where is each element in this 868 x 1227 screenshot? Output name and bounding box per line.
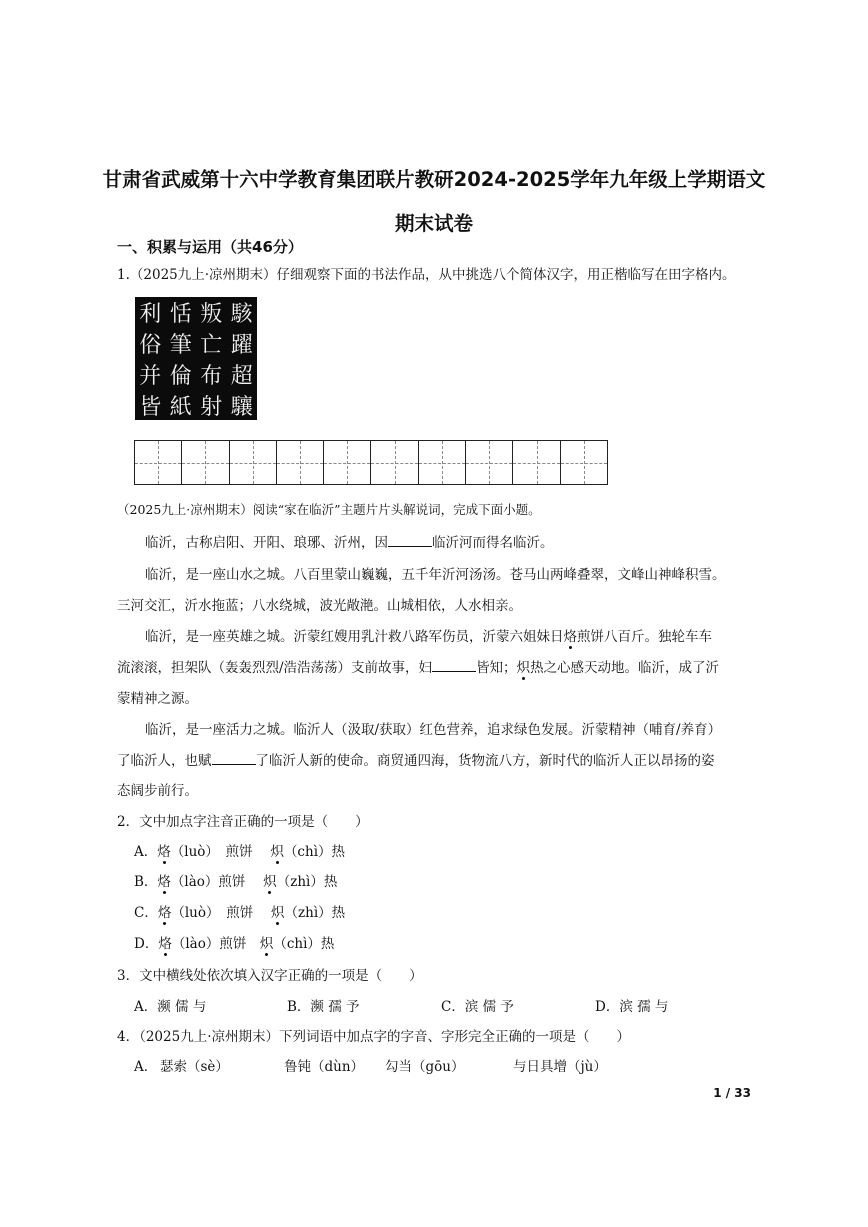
text: （zhì）热 bbox=[276, 874, 338, 890]
calligraphy-char: 亡 bbox=[200, 333, 223, 358]
dotted-char: 烙 bbox=[563, 629, 577, 645]
dotted-char: 炽 bbox=[263, 874, 277, 890]
dotted-char: 烙 bbox=[157, 874, 171, 890]
page-title: 甘肃省武威第十六中学教育集团联片教研2024-2025学年九年级上学期语文期末试卷 bbox=[102, 168, 766, 235]
q4-option-a-label: A． bbox=[134, 1059, 158, 1075]
calligraphy-char: 倫 bbox=[169, 364, 192, 389]
grid-cell bbox=[561, 441, 607, 484]
calligraphy-char: 驤 bbox=[230, 395, 253, 420]
text: 临沂，是一座英雄之城。沂蒙红嫂用乳汁救八路军伤员，沂蒙六姐妹日 bbox=[145, 629, 564, 645]
text: 了临沂人新的使命。商贸通四海，货物流八方，新时代的临沂人正以昂扬的姿 bbox=[255, 753, 715, 769]
text: （chì）热 bbox=[283, 844, 346, 860]
text: 临沂，古称启阳、开阳、琅琊、沂州，因 bbox=[145, 535, 388, 551]
text: 了临沂人，也赋 bbox=[117, 753, 212, 769]
text: （luò） 煎饼 bbox=[170, 844, 271, 860]
grid-cell bbox=[324, 441, 371, 484]
paragraph-1 bbox=[145, 531, 554, 551]
q2-option-d bbox=[134, 932, 334, 952]
dotted-char: 炽 bbox=[271, 905, 285, 921]
text: （luò） 煎饼 bbox=[171, 905, 272, 921]
calligraphy-char: 并 bbox=[139, 364, 162, 389]
section-heading: 一、积累与运用（共46分） bbox=[117, 238, 303, 256]
dotted-char: 炽 bbox=[259, 936, 274, 952]
question-source: （2025九上·凉州期末） bbox=[129, 267, 277, 283]
text: D． bbox=[134, 936, 159, 952]
text: 热之心感天动地。临沂，成了沂 bbox=[530, 660, 720, 676]
dotted-char: 炽 bbox=[270, 844, 284, 860]
paragraph-2-line-1: 临沂，是一座山水之城。八百里蒙山巍巍，五千年沂河汤汤。苍马山两峰叠翠，文峰山神峰积雪。 bbox=[145, 567, 726, 583]
question-4-stem: 4．（2025九上·凉州期末）下列词语中加点字的字音、字形完全正确的一项是（ ） bbox=[117, 1029, 630, 1045]
paragraph-2-line-2: 三河交汇，沂水拖蓝；八水绕城，波光敞滟。山城相依，人水相亲。 bbox=[117, 598, 522, 614]
dotted-char: 烙 bbox=[157, 844, 171, 860]
fill-blank bbox=[432, 659, 476, 672]
fill-blank bbox=[212, 752, 256, 765]
question-number: 1. bbox=[117, 267, 130, 283]
calligraphy-char: 躍 bbox=[230, 333, 253, 358]
text: 流滚滚，担架队（轰轰烈烈/浩浩荡荡）支前故事，妇 bbox=[117, 660, 433, 676]
q3-option-a: A．濒 儒 与 bbox=[134, 999, 207, 1015]
q4-word: 瑟索（sè） bbox=[160, 1059, 229, 1075]
text: C． bbox=[134, 905, 158, 921]
dotted-char: 炽 bbox=[516, 660, 531, 676]
paragraph-4-line-2 bbox=[117, 749, 715, 769]
q3-option-c: C．滨 儒 予 bbox=[441, 999, 514, 1015]
dotted-char: 烙 bbox=[157, 905, 172, 921]
paragraph-3-line-3: 蒙精神之源。 bbox=[117, 691, 198, 707]
calligraphy-char: 射 bbox=[200, 395, 223, 420]
grid-cell bbox=[513, 441, 560, 484]
calligraphy-char: 超 bbox=[230, 364, 253, 389]
grid-cell bbox=[466, 441, 513, 484]
q2-option-c bbox=[134, 901, 345, 921]
paragraph-4-line-3: 态阔步前行。 bbox=[117, 783, 198, 799]
q2-option-b bbox=[134, 870, 337, 890]
calligraphy-char: 駭 bbox=[230, 302, 253, 327]
calligraphy-image bbox=[135, 297, 257, 420]
dotted-char: 烙 bbox=[158, 936, 172, 952]
q4-word: 与日具增（jù） bbox=[513, 1059, 607, 1075]
tian-grid bbox=[134, 440, 608, 485]
question-2-stem: 2．文中加点字注音正确的一项是（ ） bbox=[117, 814, 369, 830]
paragraph-3-line-1 bbox=[145, 625, 712, 645]
grid-cell bbox=[230, 441, 277, 484]
text: 临沂河而得名临沂。 bbox=[432, 535, 554, 551]
calligraphy-char: 俗 bbox=[139, 333, 162, 358]
q4-word: 鲁钝（dùn） bbox=[284, 1059, 365, 1075]
grid-cell bbox=[182, 441, 229, 484]
page-number: 1 / 33 bbox=[713, 1086, 751, 1100]
calligraphy-char: 叛 bbox=[200, 302, 223, 327]
text: B． bbox=[134, 874, 158, 890]
calligraphy-char: 利 bbox=[139, 302, 162, 327]
calligraphy-char: 皆 bbox=[139, 395, 162, 420]
q3-option-d: D．滨 孺 与 bbox=[595, 999, 669, 1015]
q4-word: 勾当（gōu） bbox=[385, 1059, 465, 1075]
fill-blank bbox=[388, 534, 432, 547]
text: A． bbox=[134, 844, 158, 860]
grid-cell bbox=[419, 441, 466, 484]
text: 煎饼八百斤。独轮车车 bbox=[577, 629, 712, 645]
text: 皆知； bbox=[476, 660, 517, 676]
text: （chì）热 bbox=[273, 936, 335, 952]
calligraphy-char: 恬 bbox=[169, 302, 192, 327]
paragraph-3-line-2 bbox=[117, 656, 719, 676]
calligraphy-char: 筆 bbox=[169, 333, 192, 358]
q3-option-b: B．濒 孺 予 bbox=[287, 999, 360, 1015]
paragraph-4-line-1: 临沂，是一座活力之城。临沂人（汲取/获取）红色营养，追求绿色发展。沂蒙精神（哺育/养育） bbox=[145, 722, 722, 738]
question-1 bbox=[117, 263, 736, 283]
grid-cell bbox=[371, 441, 418, 484]
question-text: 仔细观察下面的书法作品，从中挑选八个简体汉字，用正楷临写在田字格内。 bbox=[276, 267, 736, 283]
grid-cell bbox=[277, 441, 324, 484]
q2-option-a bbox=[134, 840, 345, 860]
calligraphy-char: 紙 bbox=[169, 395, 192, 420]
text: （lào）煎饼 bbox=[171, 936, 260, 952]
question-3-stem: 3．文中横线处依次填入汉字正确的一项是（ ） bbox=[117, 968, 423, 984]
text: （zhì）热 bbox=[284, 905, 346, 921]
text: （lào）煎饼 bbox=[170, 874, 264, 890]
grid-cell bbox=[135, 441, 182, 484]
calligraphy-char: 布 bbox=[200, 364, 223, 389]
reading-intro: （2025九上·凉州期末）阅读“家在临沂”主题片片头解说词，完成下面小题。 bbox=[117, 502, 541, 517]
